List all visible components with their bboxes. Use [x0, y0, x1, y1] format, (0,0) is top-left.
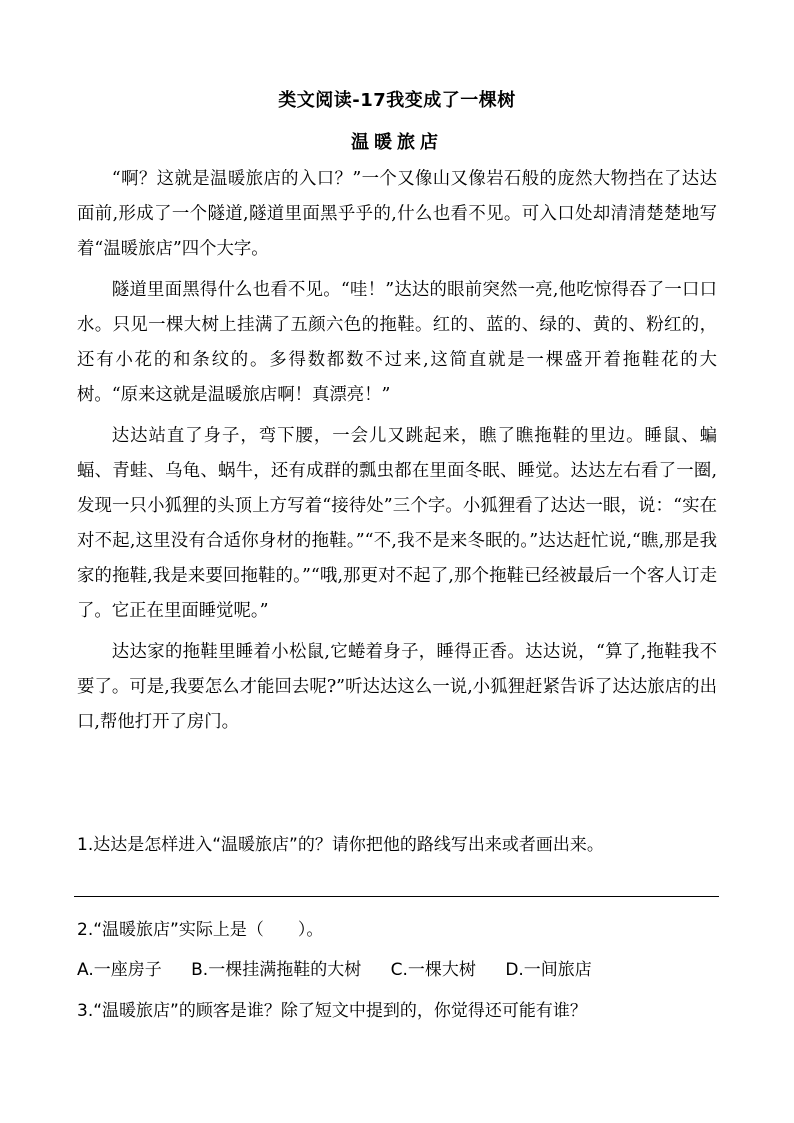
- document-title: 类文阅读-17我变成了一棵树: [278, 90, 516, 111]
- story-title: 温暖旅店: [351, 132, 443, 153]
- question-3: 3.“温暖旅店”的顾客是谁？除了短文中提到的，你觉得还可能有谁？: [77, 1001, 587, 1021]
- passage-paragraph-4: 达达家的拖鞋里睡着小松鼠,它蜷着身子，睡得正香。达达说，“算了,拖鞋我不要了。可是,我要怎么才能回去呢?”听达达这么一说,小狐狸赶紧告诉了达达旅店的出口,帮他打开了房门。: [77, 642, 717, 732]
- passage-paragraph-3: 达达站直了身子，弯下腰，一会儿又跳起来，瞧了瞧拖鞋的里边。睡鼠、蝙蝠、青蛙、乌龟、蜗牛，还有成群的瓢虫都在里面冬眠、睡觉。达达左右看了一圈,发现一只小狐狸的头顶上方写着“接待处”三个字。小狐狸看了达达一眼，说：“实在对不起,这里没有合适你身材的拖鞋。”“不,我不是来冬眠的。”达达赶忙说,“瞧,那是我家的拖鞋,我是来要回拖鞋的。”“哦,那更对不起了,那个拖鞋已经被最后一个客人订走了。它正在里面睡觉呢。”: [77, 426, 717, 621]
- option-a: A.一座房子: [77, 960, 162, 980]
- answer-line: [74, 896, 719, 897]
- reading-passage: [77, 162, 717, 746]
- option-d: D.一间旅店: [505, 960, 592, 980]
- question-2-options: [77, 958, 616, 982]
- option-c: C.一棵大树: [390, 960, 476, 980]
- passage-paragraph-1: “啊？这就是温暖旅店的入口？”一个又像山又像岩石般的庞然大物挡在了达达面前,形成了一个隧道,隧道里面黑乎乎的,什么也看不见。可入口处却清清楚楚地写着“温暖旅店”四个大字。: [77, 169, 717, 259]
- question-1: 1.达达是怎样进入“温暖旅店”的？请你把他的路线写出来或者画出来。: [77, 835, 604, 855]
- question-2: 2.“温暖旅店”实际上是（ ）。: [77, 920, 324, 940]
- passage-paragraph-2: 隧道里面黑得什么也看不见。“哇！”达达的眼前突然一亮,他吃惊得吞了一口口水。只见一棵大树上挂满了五颜六色的拖鞋。红的、蓝的、绿的、黄的、粉红的，还有小花的和条纹的。多得数都数不过来,这简直就是一棵盛开着拖鞋花的大树。“原来这就是温暖旅店啊！真漂亮！”: [77, 280, 717, 405]
- option-b: B.一棵挂满拖鞋的大树: [191, 960, 362, 980]
